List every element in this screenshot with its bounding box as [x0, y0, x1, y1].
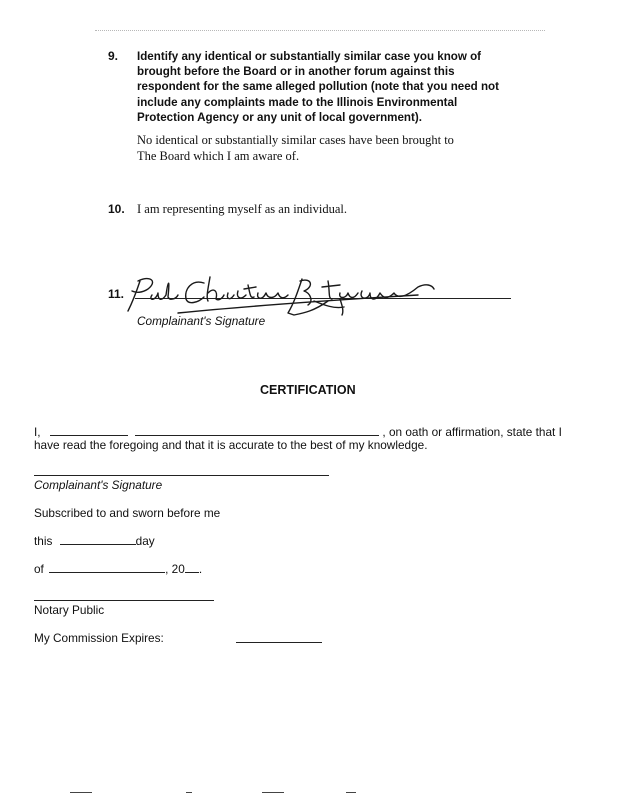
year-label: , 20: [165, 562, 185, 576]
notary-signature-line[interactable]: [34, 600, 214, 601]
notary-label: Notary Public: [34, 603, 105, 617]
commission-label: My Commission Expires:: [34, 631, 164, 645]
certification-line-1-prefix: I,: [34, 425, 41, 439]
day-blank[interactable]: [60, 533, 136, 545]
item-9-question: Identify any identical or substantially similar case you know of brought before the Board or in another forum against this respondent for the same alleged pollution (note that you need not include any complaints made to the Illinois Environmental Protection Agency or any unit of local government).: [137, 50, 499, 124]
complainant-signature-line[interactable]: [34, 475, 329, 476]
certification-line-1-suffix: , on oath or affirmation, state that I: [382, 425, 562, 439]
of-label: of: [34, 562, 44, 576]
name-blank-2[interactable]: [135, 424, 379, 436]
year-blank[interactable]: [185, 561, 199, 573]
item-10-text: I am representing myself as an individual.: [137, 202, 348, 216]
day-line: [34, 533, 155, 549]
commission-blank[interactable]: [236, 642, 322, 643]
item-9-number: 9.: [108, 49, 119, 63]
item-9-answer-line-1: No identical or substantially similar cases have been brought to: [137, 133, 454, 147]
certification-title: CERTIFICATION: [260, 383, 356, 397]
item-11-number: 11.: [108, 287, 125, 301]
item-10-number: 10.: [108, 202, 125, 216]
this-label: this: [34, 534, 53, 548]
month-blank[interactable]: [49, 561, 165, 573]
day-label: day: [135, 534, 155, 548]
name-blank-1[interactable]: [50, 424, 128, 436]
item-9-answer-line-2: The Board which I am aware of.: [137, 149, 300, 163]
complainant-signature-caption: Complainant's Signature: [34, 478, 163, 492]
subscribed-text: Subscribed to and sworn before me: [34, 506, 221, 520]
month-line: [34, 561, 202, 577]
year-end: .: [198, 562, 203, 576]
certification-line-2: have read the foregoing and that it is accurate to the best of my knowledge.: [34, 438, 428, 452]
top-rule: [95, 30, 545, 31]
item-11-signature-caption: Complainant's Signature: [137, 314, 266, 328]
